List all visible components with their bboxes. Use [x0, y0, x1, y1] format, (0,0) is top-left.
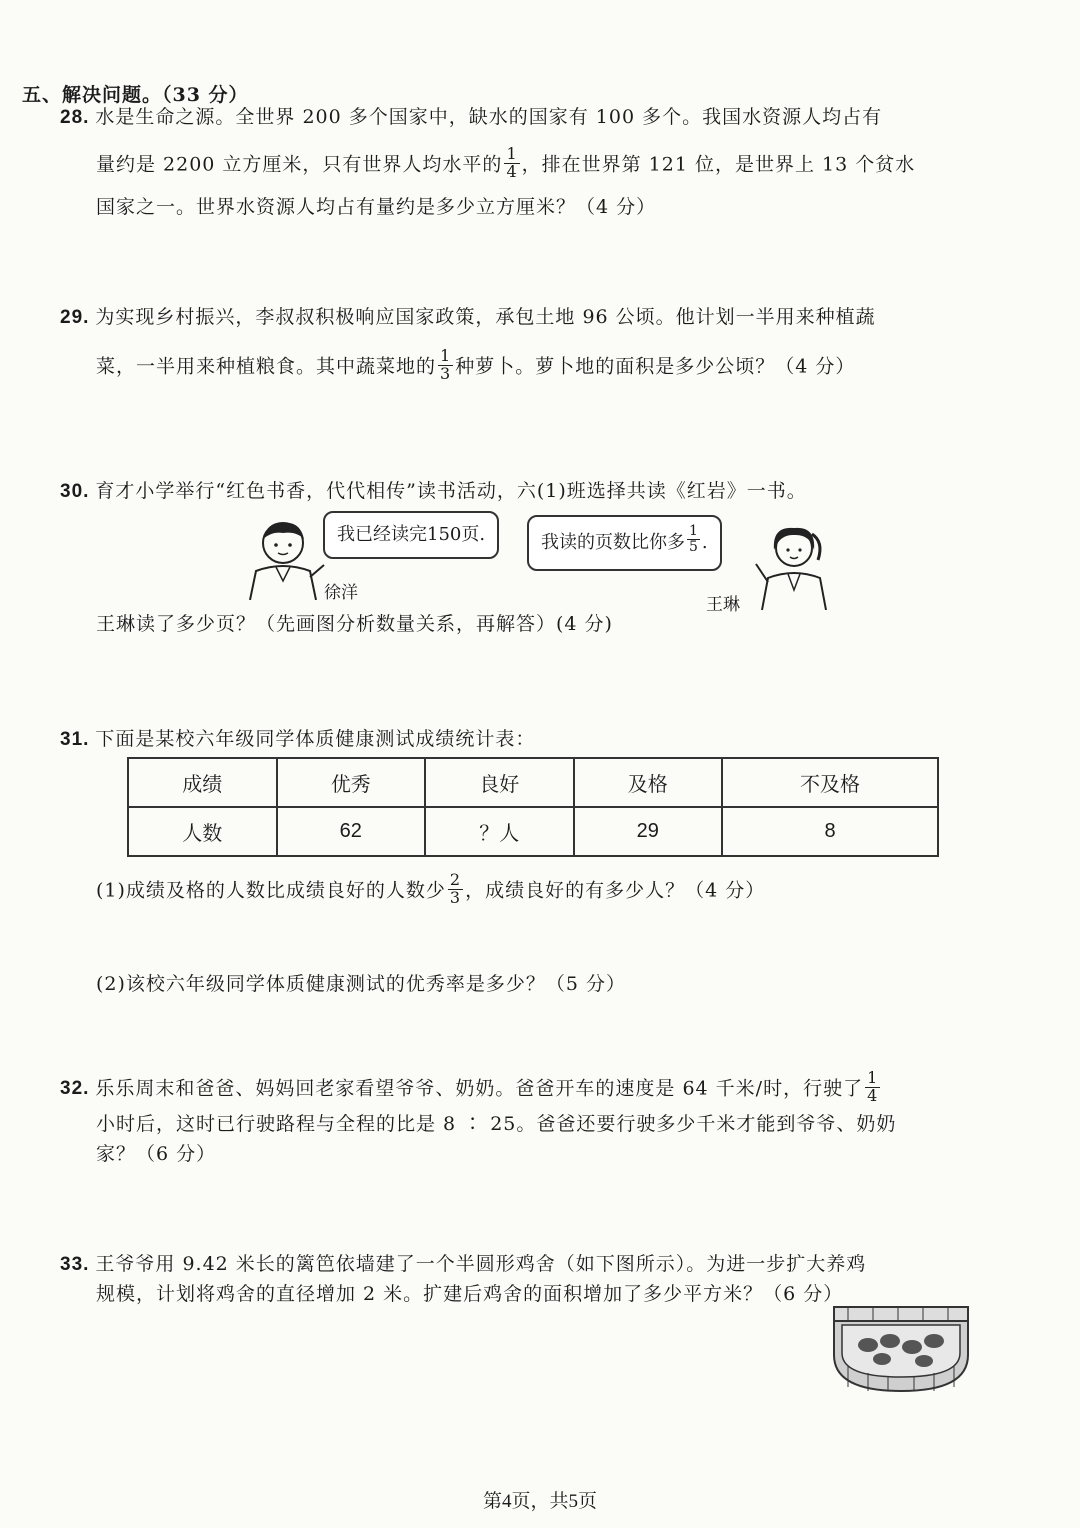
q31-fraction: $\frac{2}{3}$ [449, 870, 462, 907]
boy-illustration [238, 515, 328, 600]
q32-line-3: 家？（6 分） [96, 1143, 217, 1165]
page-number: 第4页，共5页 [482, 1491, 597, 1512]
chicken-coop-illustration [828, 1305, 974, 1397]
table-cell: 人数 [128, 807, 277, 856]
table-header-row [128, 758, 938, 807]
q32-line-1: 32. 乐乐周末和爸爸、妈妈回老家看望爷爷、奶奶。爸爸开车的速度是 64 千米/时，行驶了 $\frac{1}{4}$ [60, 1068, 879, 1105]
q31-line-1: 31. 下面是某校六年级同学体质健康测试成绩统计表： [60, 728, 536, 750]
table-cell: 成绩 [128, 758, 277, 807]
q31-sub-2: (2)该校六年级同学体质健康测试的优秀率是多少？（5 分） [96, 973, 627, 995]
speech-bubble-wanglin: 我读的页数比你多 $\frac{1}{5}$ . [527, 515, 722, 571]
bubble-fraction: $\frac{1}{5}$ [689, 522, 698, 555]
table-cell: 不及格 [722, 758, 938, 807]
table-row [128, 807, 938, 856]
q33-line-2: 规模，计划将鸡舍的直径增加 2 米。扩建后鸡舍的面积增加了多少平方米？（6 分） [96, 1283, 844, 1305]
table-cell: 62 [277, 807, 426, 856]
q29-line-2: 菜，一半用来种植粮食。其中蔬菜地的 $\frac{1}{3}$ 种萝卜。萝卜地的面积是多少公顷？（4 分） [96, 346, 856, 383]
q30-number: 30. [60, 481, 90, 502]
name-xuyang: 徐洋 [324, 583, 358, 603]
section-title: 五、解决问题。（33 分） [22, 84, 249, 106]
speech-bubble-xuyang: 我已经读完150页. [323, 511, 499, 559]
q31-number: 31. [60, 729, 90, 750]
q33-line-1: 33. 王爷爷用 9.42 米长的篱笆依墙建了一个半圆形鸡舍（如下图所示）。为进一步扩大养鸡 [60, 1253, 867, 1275]
q28-fraction: $\frac{1}{4}$ [506, 144, 518, 181]
q32-fraction: $\frac{1}{4}$ [867, 1068, 879, 1105]
girl-illustration [752, 520, 832, 610]
q29-line-1: 29. 为实现乡村振兴，李叔叔积极响应国家政策，承包土地 96 公顷。他计划一半用来种植蔬 [60, 306, 876, 328]
q28-line-2: 量约是 2200 立方厘米，只有世界人均水平的 $\frac{1}{4}$ ，排在世界第 121 位，是世界上 13 个贫水 [96, 144, 916, 181]
q30-line-1: 30. 育才小学举行“红色书香，代代相传”读书活动，六(1)班选择共读《红岩》一书。 [60, 480, 807, 502]
score-table [127, 757, 939, 857]
table-cell: 29 [574, 807, 723, 856]
table-cell: 良好 [425, 758, 574, 807]
name-wanglin: 王琳 [706, 595, 740, 615]
q32-line-2: 小时后，这时已行驶路程与全程的比是 8 ∶ 25。爸爸还要行驶多少千米才能到爷爷、奶奶 [96, 1113, 897, 1135]
q31-sub-1: (1)成绩及格的人数比成绩良好的人数少 $\frac{2}{3}$ ，成绩良好的有多少人？（4 分） [96, 870, 766, 907]
q28-line-1: 28. 水是生命之源。全世界 200 多个国家中，缺水的国家有 100 多个。我国水资源人均占有 [60, 106, 883, 128]
q33-number: 33. [60, 1254, 90, 1275]
q29-fraction: $\frac{1}{3}$ [440, 346, 452, 383]
q30-line-2: 王琳读了多少页？（先画图分析数量关系，再解答）(4 分) [96, 613, 613, 635]
table-cell: ？人 [425, 807, 574, 856]
q28-number: 28. [60, 107, 90, 128]
q29-number: 29. [60, 307, 90, 328]
table-cell: 8 [722, 807, 938, 856]
q32-number: 32. [60, 1078, 90, 1100]
table-cell: 优秀 [277, 758, 426, 807]
q28-line-3: 国家之一。世界水资源人均占有量约是多少立方厘米？（4 分） [96, 196, 657, 218]
table-cell: 及格 [574, 758, 723, 807]
